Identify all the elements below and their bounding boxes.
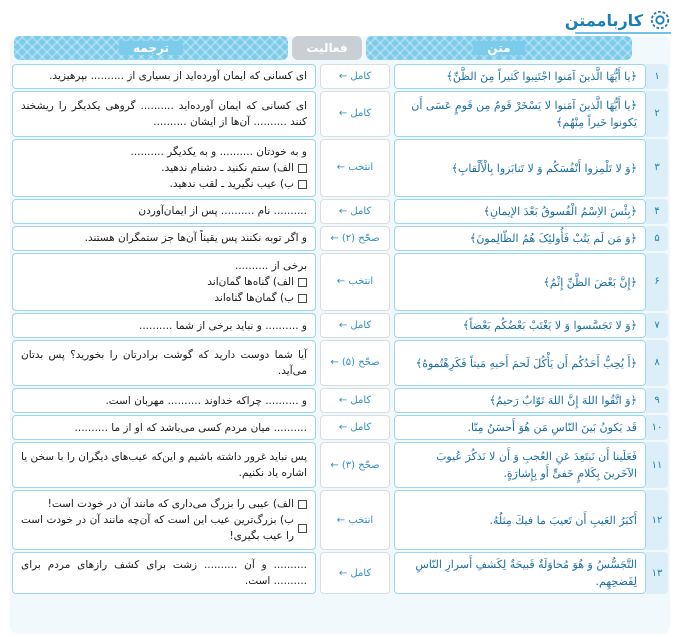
translation-text: ای کسانی که ایمان آورده‌اید .......... گروهی یکدیگر را ریشخند کنند .......... آن‌ها از ایشان .......... [21, 99, 307, 129]
checkbox[interactable] [298, 524, 307, 533]
row-number: ۹ [646, 388, 668, 413]
option-a[interactable]: الف) ستم نکنید ـ دشنام ندهید. [21, 160, 307, 176]
activity-label: صحّح (۲) ← [320, 226, 390, 251]
row-number: ۲ [646, 91, 668, 137]
activity-label: کامل ← [320, 91, 390, 137]
arabic-text: ﴿وَ اتَّقُوا اللهَ إِنَّ اللهَ تَوّابٌ رَحیمٌ﴾ [394, 388, 646, 413]
activity-label: کامل ← [320, 64, 390, 89]
translation-cell [12, 91, 316, 137]
option-a[interactable]: الف) عیبی را بزرگ می‌داری که مانند آن در خودت است! [21, 496, 307, 512]
arabic-text: ﴿بِئْسَ الاِسْمُ الْفُسوقُ بَعْدَ الإیمانِ﴾ [394, 199, 646, 224]
row-number: ۴ [646, 199, 668, 224]
translation-text: .......... و آن .......... زشت برای کشف رازهای مردم برای .......... است. [21, 559, 307, 588]
activity-label: کامل ← [320, 313, 390, 338]
translation-text: برخی از .......... [235, 259, 307, 272]
title-underline [575, 32, 671, 34]
activity-label: صحّح (۵) ← [320, 340, 390, 386]
activity-label: کامل ← [320, 388, 390, 413]
row-number: ۱۰ [646, 415, 668, 440]
translation-cell [12, 139, 316, 197]
translation-text: .......... نام .......... پس از ایمان‌آوردن [138, 205, 307, 218]
checkbox[interactable] [298, 278, 307, 287]
translation-cell [12, 442, 316, 488]
translation-text: .......... میان مردم کسی می‌باشد که او از ما .......... [74, 421, 307, 434]
translation-text: آیا شما دوست دارید که گوشت برادرتان را بخورید؟ پس بدتان می‌آید. [21, 348, 307, 378]
option-b[interactable]: ب) عیب نگیرید ـ لقب ندهید. [21, 176, 307, 192]
table-row [12, 313, 668, 338]
table-row [12, 64, 668, 89]
option-b[interactable]: ب) گمان‌ها گناه‌اند [21, 290, 307, 306]
header-text: متن [366, 36, 632, 60]
row-number: ۷ [646, 313, 668, 338]
row-number: ۳ [646, 139, 668, 197]
table-row [12, 490, 668, 550]
translation-text: پس نباید غرور داشته باشیم و این‌که عیب‌های دیگران را با سخن یا اشاره یاد نکنیم. [21, 451, 307, 480]
table-row [12, 139, 668, 197]
arabic-text: ﴿یا أَیُّهَا الَّذینَ آمَنوا اجْتَنِبوا کَثیراً مِنَ الظَّنِّ﴾ [394, 64, 646, 89]
checkbox[interactable] [298, 500, 307, 509]
translation-cell [12, 552, 316, 594]
translation-text: و به خودتان .......... و به یکدیگر .......... [130, 145, 307, 158]
activity-label: انتخب ← [320, 490, 390, 550]
header-translation: ترجمه [14, 36, 288, 60]
arabic-text: أَکبَرُ العَیبِ أَن تَعیبَ ما فیكَ مِثلُهُ. [394, 490, 646, 550]
translation-cell [12, 64, 316, 89]
gear-icon [649, 9, 671, 31]
exercise-table [12, 62, 668, 596]
option-b[interactable]: ب) بزرگ‌ترین عیب این است که آن‌چه مانند آن در خودت است را عیب بگیری! [21, 512, 307, 545]
activity-label: کامل ← [320, 199, 390, 224]
row-number: ۶ [646, 253, 668, 311]
row-number: ۵ [646, 226, 668, 251]
arabic-text: ﴿أَ یُحِبُّ أَحَدُکُم أَن یَأْکُلَ لَحمَ أَخیهِ مَیتاً فَکَرِهْتُموهُ﴾ [394, 340, 646, 386]
row-number: ۱۱ [646, 442, 668, 488]
activity-label: کامل ← [320, 552, 390, 594]
row-number: ۱ [646, 64, 668, 89]
translation-cell [12, 226, 316, 251]
translation-cell [12, 253, 316, 311]
page-title: کارباممتن [564, 10, 643, 30]
header-activity: فعالیت [292, 36, 362, 60]
checkbox[interactable] [298, 294, 307, 303]
translation-cell [12, 340, 316, 386]
table-row [12, 415, 668, 440]
checkbox[interactable] [298, 164, 307, 173]
activity-label: انتخب ← [320, 139, 390, 197]
table-row [12, 199, 668, 224]
arabic-text: ﴿إِنَّ بَعْضَ الظَّنِّ إِثْمٌ﴾ [394, 253, 646, 311]
arabic-text: ﴿وَ لا تَجَسَّسوا وَ لا یَغْتَبْ بَعْضُکُم بَعْضاً﴾ [394, 313, 646, 338]
section-title [565, 6, 671, 34]
translation-text: و .......... چراکه خداوند .......... مهربان است. [105, 394, 307, 407]
row-number: ۱۲ [646, 490, 668, 550]
arabic-text: ﴿وَ مَن لَم یَتُبْ فَأُولئِکَ هُمُ الظّالِمونَ﴾ [394, 226, 646, 251]
table-row [12, 91, 668, 137]
translation-text: و .......... و نباید برخی از شما .......... [139, 319, 307, 332]
checkbox[interactable] [298, 180, 307, 189]
activity-label: انتخب ← [320, 253, 390, 311]
table-row [12, 442, 668, 488]
table-row [12, 253, 668, 311]
translation-cell [12, 313, 316, 338]
row-number: ۸ [646, 340, 668, 386]
arabic-text: ﴿یا أَیُّهَا الَّذینَ آمَنوا لا یَسْخَرْ قَومٌ مِن قَومٍ عَسَى أَن یَکونوا خَیراً مِنْهُم﴾ [394, 91, 646, 137]
arabic-text: فَعَلَینا أَن نَبتَعِدَ عَنِ العُجبِ وَ أَن لا نَذکُرَ عُیوبَ الآخَرینَ بِکَلامٍ خَفیٍّ أَو بِإِشارَةٍ. [394, 442, 646, 488]
translation-cell [12, 490, 316, 550]
table-row [12, 226, 668, 251]
table-row [12, 340, 668, 386]
table-row [12, 388, 668, 413]
option-a[interactable]: الف) گناه‌ها گمان‌اند [21, 274, 307, 290]
translation-cell [12, 199, 316, 224]
translation-text: و اگر توبه نکنند پس یقیناً آن‌ها جز ستمگران هستند. [84, 232, 307, 245]
arabic-text: ﴿وَ لا تَلْمِزوا أَنْفُسَکُم وَ لا تَنابَزوا بِالْأَلْقابِ﴾ [394, 139, 646, 197]
arabic-text: التَّجَسُّسُ وَ هُوَ مُحاوَلَةٌ قَبیحَةٌ لِکَشفِ أَسرارِ النّاسِ لِفَضحِهِم. [394, 552, 646, 594]
translation-cell [12, 388, 316, 413]
activity-label: کامل ← [320, 415, 390, 440]
translation-text: ای کسانی که ایمان آورده‌اید از بسیاری از .......... بپرهیزید. [49, 70, 307, 83]
activity-label: صحّح (۳) ← [320, 442, 390, 488]
row-number: ۱۳ [646, 552, 668, 594]
translation-cell [12, 415, 316, 440]
arabic-text: قَد یَکونُ بَینَ النّاسِ مَن هُوَ أَحسَنُ مِنّا. [394, 415, 646, 440]
table-row [12, 552, 668, 594]
